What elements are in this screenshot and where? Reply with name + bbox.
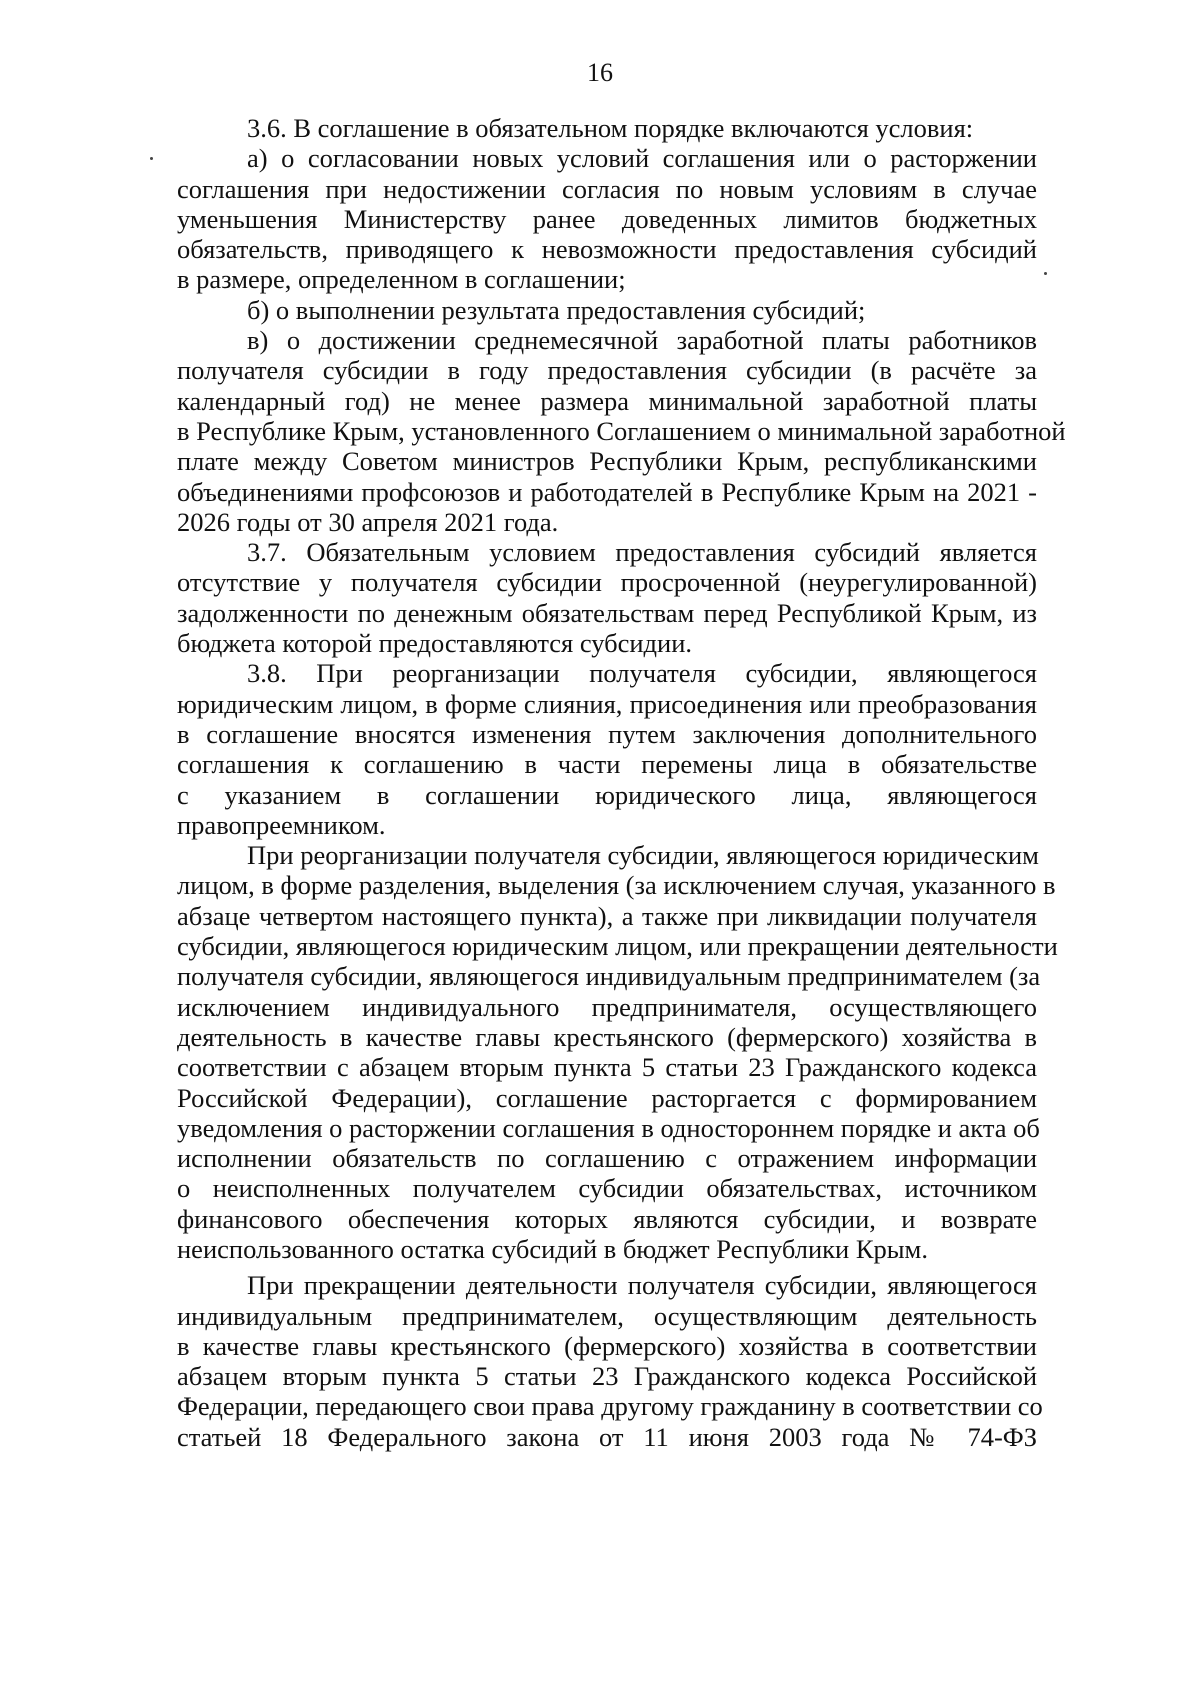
text-line: объединениями профсоюзов и работодателей в Республике Крым на 2021 - <box>177 476 1037 507</box>
text-line: абзаце четвертом настоящего пункта), а также при ликвидации получателя <box>177 900 1037 931</box>
text-line: в размере, определенном в соглашении; <box>177 264 626 295</box>
text-line: получателя субсидии, являющегося индивидуальным предпринимателем (за <box>177 961 1041 992</box>
text-line: а) о согласовании новых условий соглашения или о расторжении <box>247 143 1037 174</box>
text-line: календарный год) не менее размера минимальной заработной платы <box>177 385 1037 416</box>
text-line: в) о достижении среднемесячной заработной платы работников <box>247 325 1037 356</box>
text-line: плате между Советом министров Республики Крым, республиканскими <box>177 446 1037 477</box>
text-line: б) о выполнении результата предоставления субсидий; <box>247 294 866 325</box>
text-line: 2026 годы от 30 апреля 2021 года. <box>177 506 559 537</box>
text-line: При прекращении деятельности получателя субсидии, являющегося <box>247 1270 1037 1301</box>
text-line: о неисполненных получателем субсидии обязательствах, источником <box>177 1173 1037 1204</box>
text-line: 3.6. В соглашение в обязательном порядке включаются условия: <box>247 113 974 143</box>
page-number: 16 <box>587 58 613 87</box>
text-line: соответствии с абзацем вторым пункта 5 статьи 23 Гражданского кодекса <box>177 1052 1037 1083</box>
text-line: статьей 18 Федерального закона от 11 июня 2003 года № 74-ФЗ <box>177 1421 1037 1452</box>
text-line: уведомления о расторжении соглашения в одностороннем порядке и акта об <box>177 1112 1040 1143</box>
text-line: 3.7. Обязательным условием предоставления субсидий является <box>247 537 1037 568</box>
scan-speck <box>150 157 153 160</box>
text-line: субсидии, являющегося юридическим лицом, или прекращении деятельности <box>177 931 1058 962</box>
text-line: правопреемником. <box>177 809 386 840</box>
text-line: юридическим лицом, в форме слияния, присоединения или преобразования <box>177 688 1037 719</box>
text-line: 3.8. При реорганизации получателя субсидии, являющегося <box>247 658 1037 689</box>
text-line: лицом, в форме разделения, выделения (за исключением случая, указанного в <box>177 870 1056 901</box>
text-line: исполнении обязательств по соглашению с отражением информации <box>177 1143 1037 1174</box>
text-line: получателя субсидии в году предоставления субсидии (в расчёте за <box>177 355 1037 386</box>
text-line: Российской Федерации), соглашение расторгается с формированием <box>177 1082 1037 1113</box>
text-line: в качестве главы крестьянского (фермерского) хозяйства в соответствии <box>177 1330 1037 1361</box>
text-line: обязательств, приводящего к невозможности предоставления субсидий <box>177 234 1037 265</box>
text-line: отсутствие у получателя субсидии просроченной (неурегулированной) <box>177 567 1037 598</box>
text-line: Федерации, передающего свои права другому гражданину в соответствии со <box>177 1391 1043 1422</box>
text-line: задолженности по денежным обязательствам перед Республикой Крым, из <box>177 597 1037 628</box>
text-line: исключением индивидуального предпринимателя, осуществляющего <box>177 991 1037 1022</box>
text-line: При реорганизации получателя субсидии, являющегося юридическим <box>247 840 1039 871</box>
text-line: соглашения к соглашению в части перемены лица в обязательстве <box>177 749 1037 780</box>
text-line: в соглашение вносятся изменения путем заключения дополнительного <box>177 718 1037 749</box>
text-line: деятельность в качестве главы крестьянского (фермерского) хозяйства в <box>177 1021 1037 1052</box>
document-body <box>177 113 1066 1452</box>
text-line: соглашения при недостижении согласия по новым условиям в случае <box>177 173 1037 204</box>
text-line: с указанием в соглашении юридического лица, являющегося <box>177 779 1037 810</box>
text-line: абзацем вторым пункта 5 статьи 23 Гражданского кодекса Российской <box>177 1361 1037 1392</box>
text-line: финансового обеспечения которых являются субсидии, и возврате <box>177 1203 1037 1234</box>
text-line: неиспользованного остатка субсидий в бюджет Республики Крым. <box>177 1233 928 1264</box>
text-line: уменьшения Министерству ранее доведенных лимитов бюджетных <box>177 203 1037 234</box>
text-line: бюджета которой предоставляются субсидии. <box>177 628 693 659</box>
text-line: индивидуальным предпринимателем, осуществляющим деятельность <box>177 1300 1037 1331</box>
text-line: в Республике Крым, установленного Соглашением о минимальной заработной <box>177 415 1066 446</box>
scan-speck <box>1044 272 1047 275</box>
